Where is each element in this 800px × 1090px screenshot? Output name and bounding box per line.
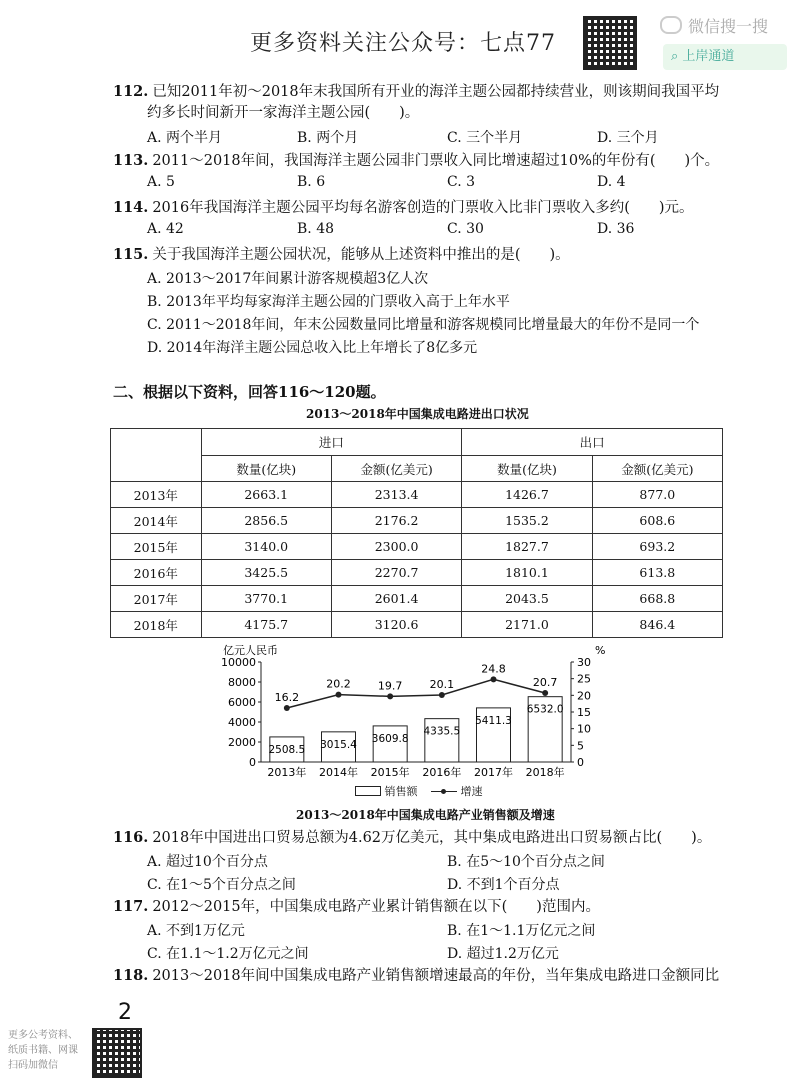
chart-growth-label: 20.7 xyxy=(532,676,558,689)
option-112-c[interactable]: C. 三个半月 xyxy=(447,130,523,146)
chart-y2-tick-label: 25 xyxy=(577,672,591,686)
option-117-a[interactable]: A. 不到1万亿元 xyxy=(147,923,245,939)
table-sub-header: 数量(亿块) xyxy=(462,456,592,482)
wechat-channel-button[interactable]: ⌕ 上岸通道 xyxy=(663,44,787,70)
wechat-icon xyxy=(660,16,682,34)
table-value-cell: 2663.1 xyxy=(201,482,331,508)
table-year-cell: 2018年 xyxy=(111,612,202,638)
table-value-cell: 2176.2 xyxy=(331,508,461,534)
table-group-header: 出口 xyxy=(462,429,723,456)
chart-x-tick-label: 2013年 xyxy=(267,766,307,779)
option-114-b[interactable]: B. 48 xyxy=(297,221,335,237)
option-115-a[interactable]: A. 2013～2017年间累计游客规模超3亿人次 xyxy=(147,271,429,287)
chart-bar-label: 3015.4 xyxy=(320,738,357,751)
chart-bar-label: 4335.5 xyxy=(423,725,461,738)
chart-x-tick-label: 2014年 xyxy=(319,766,358,779)
page-header-title: 更多资料关注公众号：七点77 xyxy=(250,31,556,56)
chart-y2-tick-label: 30 xyxy=(577,656,591,669)
table-sub-header: 金额(亿美元) xyxy=(592,456,722,482)
chart-bar-label: 6532.0 xyxy=(526,703,564,716)
table-year-cell: 2014年 xyxy=(111,508,202,534)
table-row xyxy=(111,508,723,534)
table-value-cell: 3140.0 xyxy=(201,534,331,560)
chart-bar-label: 3609.8 xyxy=(371,732,409,745)
option-115-c[interactable]: C. 2011～2018年间，年末公园数量同比增量和游客规模同比增量最大的年份不是同一个 xyxy=(147,317,700,333)
option-114-d[interactable]: D. 36 xyxy=(597,221,635,237)
question-112: 112. 已知2011年初～2018年末我国所有开业的海洋主题公园都持续营业，则该期间我国平均 xyxy=(113,83,720,100)
chart-y2-tick-label: 10 xyxy=(577,722,591,736)
table-value-cell: 2270.7 xyxy=(331,560,461,586)
chart-y-tick-label: 10000 xyxy=(221,656,256,669)
table-caption: 2013～2018年中国集成电路进出口状况 xyxy=(306,407,529,421)
chart-x-tick-label: 2017年 xyxy=(474,766,513,779)
question-116: 116. 2018年中国进出口贸易总额为4.62万亿美元，其中集成电路进出口贸易额占比( )。 xyxy=(113,829,712,846)
table-value-cell: 2313.4 xyxy=(331,482,461,508)
table-sub-header: 数量(亿块) xyxy=(201,456,331,482)
chart-y2-tick-label: 20 xyxy=(577,689,591,703)
chart-y-axis-label: 亿元人民币 xyxy=(223,644,278,657)
chart-growth-label: 20.2 xyxy=(326,677,351,691)
option-113-a[interactable]: A. 5 xyxy=(147,174,175,190)
option-113-c[interactable]: C. 3 xyxy=(447,174,476,190)
chart-legend xyxy=(355,783,483,799)
chart-y2-tick-label: 0 xyxy=(577,756,584,769)
import-export-table xyxy=(110,428,723,638)
table-value-cell: 668.8 xyxy=(592,586,722,612)
chart-bar-label: 5411.3 xyxy=(475,714,512,727)
option-117-d[interactable]: D. 超过1.2万亿元 xyxy=(447,946,559,962)
qr-code-icon[interactable] xyxy=(583,16,637,70)
option-112-a[interactable]: A. 两个半月 xyxy=(147,130,223,146)
table-group-header: 进口 xyxy=(201,429,462,456)
option-113-d[interactable]: D. 4 xyxy=(597,174,626,190)
question-112-line2: 约多长时间新开一家海洋主题公园( )。 xyxy=(147,105,420,121)
table-value-cell: 2043.5 xyxy=(462,586,592,612)
section-title: 二、根据以下资料，回答116～120题。 xyxy=(113,383,386,401)
chart-growth-point xyxy=(491,676,497,682)
option-116-d[interactable]: D. 不到1个百分点 xyxy=(447,877,560,893)
table-value-cell: 2601.4 xyxy=(331,586,461,612)
table-value-cell: 1810.1 xyxy=(462,560,592,586)
table-value-cell: 608.6 xyxy=(592,508,722,534)
legend-label-growth: 增速 xyxy=(460,785,483,798)
option-112-b[interactable]: B. 两个月 xyxy=(297,130,359,146)
question-115: 115. 关于我国海洋主题公园状况，能够从上述资料中推出的是( )。 xyxy=(113,246,570,263)
chart-y-tick-label: 0 xyxy=(249,756,256,769)
chart-y-tick-label: 2000 xyxy=(228,736,256,749)
table-value-cell: 613.8 xyxy=(592,560,722,586)
chart-growth-label: 24.8 xyxy=(481,662,506,676)
table-value-cell: 1535.2 xyxy=(462,508,592,534)
table-value-cell: 877.0 xyxy=(592,482,722,508)
option-117-c[interactable]: C. 在1.1～1.2万亿元之间 xyxy=(147,946,309,962)
option-116-c[interactable]: C. 在1～5个百分点之间 xyxy=(147,877,296,893)
chart-y-tick-label: 4000 xyxy=(228,716,256,729)
question-117: 117. 2012～2015年，中国集成电路产业累计销售额在以下( )范围内。 xyxy=(113,898,600,915)
table-value-cell: 2300.0 xyxy=(331,534,461,560)
table-row xyxy=(111,482,723,508)
option-114-a[interactable]: A. 42 xyxy=(147,221,184,237)
chart-growth-label: 16.2 xyxy=(274,691,300,704)
table-row xyxy=(111,586,723,612)
table-value-cell: 3425.5 xyxy=(201,560,331,586)
option-117-b[interactable]: B. 在1～1.1万亿元之间 xyxy=(447,923,596,939)
question-118: 118. 2013～2018年间中国集成电路产业销售额增速最高的年份，当年集成电路进口金额同比 xyxy=(113,967,720,984)
table-value-cell: 693.2 xyxy=(592,534,722,560)
table-value-cell: 3770.1 xyxy=(201,586,331,612)
chart-y2-tick-label: 15 xyxy=(577,706,591,719)
chart-growth-point xyxy=(336,692,342,698)
chart-title: 2013～2018年中国集成电路产业销售额及增速 xyxy=(296,808,555,822)
chart-x-tick-label: 2015年 xyxy=(370,766,410,779)
chart-bar-label: 2508.5 xyxy=(268,743,306,756)
option-115-d[interactable]: D. 2014年海洋主题公园总收入比上年增长了8亿多元 xyxy=(147,340,478,356)
legend-label-sales: 销售额 xyxy=(384,785,418,798)
table-value-cell: 4175.7 xyxy=(201,612,331,638)
legend-line-swatch xyxy=(431,791,457,792)
qr-code-icon[interactable] xyxy=(92,1028,142,1078)
table-value-cell: 2171.0 xyxy=(462,612,592,638)
table-row xyxy=(111,612,723,638)
option-112-d[interactable]: D. 三个月 xyxy=(597,130,659,146)
option-116-b[interactable]: B. 在5～10个百分点之间 xyxy=(447,854,605,870)
question-113: 113. 2011～2018年间，我国海洋主题公园非门票收入同比增速超过10%的年份有( )个。 xyxy=(113,152,720,169)
option-116-a[interactable]: A. 超过10个百分点 xyxy=(147,854,268,870)
table-sub-header: 金额(亿美元) xyxy=(331,456,461,482)
table-year-cell: 2015年 xyxy=(111,534,202,560)
table-corner-cell xyxy=(111,429,202,482)
chart-growth-label: 20.1 xyxy=(429,678,455,691)
chart-x-tick-label: 2018年 xyxy=(525,766,565,779)
table-row xyxy=(111,534,723,560)
option-113-b[interactable]: B. 6 xyxy=(297,174,326,190)
chart-growth-point xyxy=(439,692,445,698)
table-value-cell: 846.4 xyxy=(592,612,722,638)
table-year-cell: 2016年 xyxy=(111,560,202,586)
table-value-cell: 1827.7 xyxy=(462,534,592,560)
table-row xyxy=(111,560,723,586)
question-114: 114. 2016年我国海洋主题公园平均每名游客创造的门票收入比非门票收入多约( )元。 xyxy=(113,199,694,216)
chart-y2-tick-label: 5 xyxy=(577,739,584,753)
table-value-cell: 1426.7 xyxy=(462,482,592,508)
table-value-cell: 3120.6 xyxy=(331,612,461,638)
chart-y-tick-label: 6000 xyxy=(228,696,256,709)
chart-growth-point xyxy=(542,690,548,696)
table-year-cell: 2013年 xyxy=(111,482,202,508)
chart-y2-axis-label: % xyxy=(595,644,606,657)
chart-x-tick-label: 2016年 xyxy=(422,766,462,779)
chart-growth-point xyxy=(284,705,290,711)
chart-y-tick-label: 8000 xyxy=(228,676,256,689)
table-value-cell: 2856.5 xyxy=(201,508,331,534)
option-114-c[interactable]: C. 30 xyxy=(447,221,484,237)
chart-growth-label: 19.7 xyxy=(377,679,403,693)
side-promo-text: 更多公考资料、 纸质书籍、网课 扫码加微信 xyxy=(8,1030,78,1071)
wechat-search-label[interactable]: 微信搜一搜 xyxy=(660,14,768,37)
page-number: 2 xyxy=(118,1000,132,1025)
legend-bar-swatch xyxy=(355,786,381,796)
table-year-cell: 2017年 xyxy=(111,586,202,612)
option-115-b[interactable]: B. 2013年平均每家海洋主题公园的门票收入高于上年水平 xyxy=(147,294,510,310)
chart-growth-point xyxy=(387,693,393,699)
